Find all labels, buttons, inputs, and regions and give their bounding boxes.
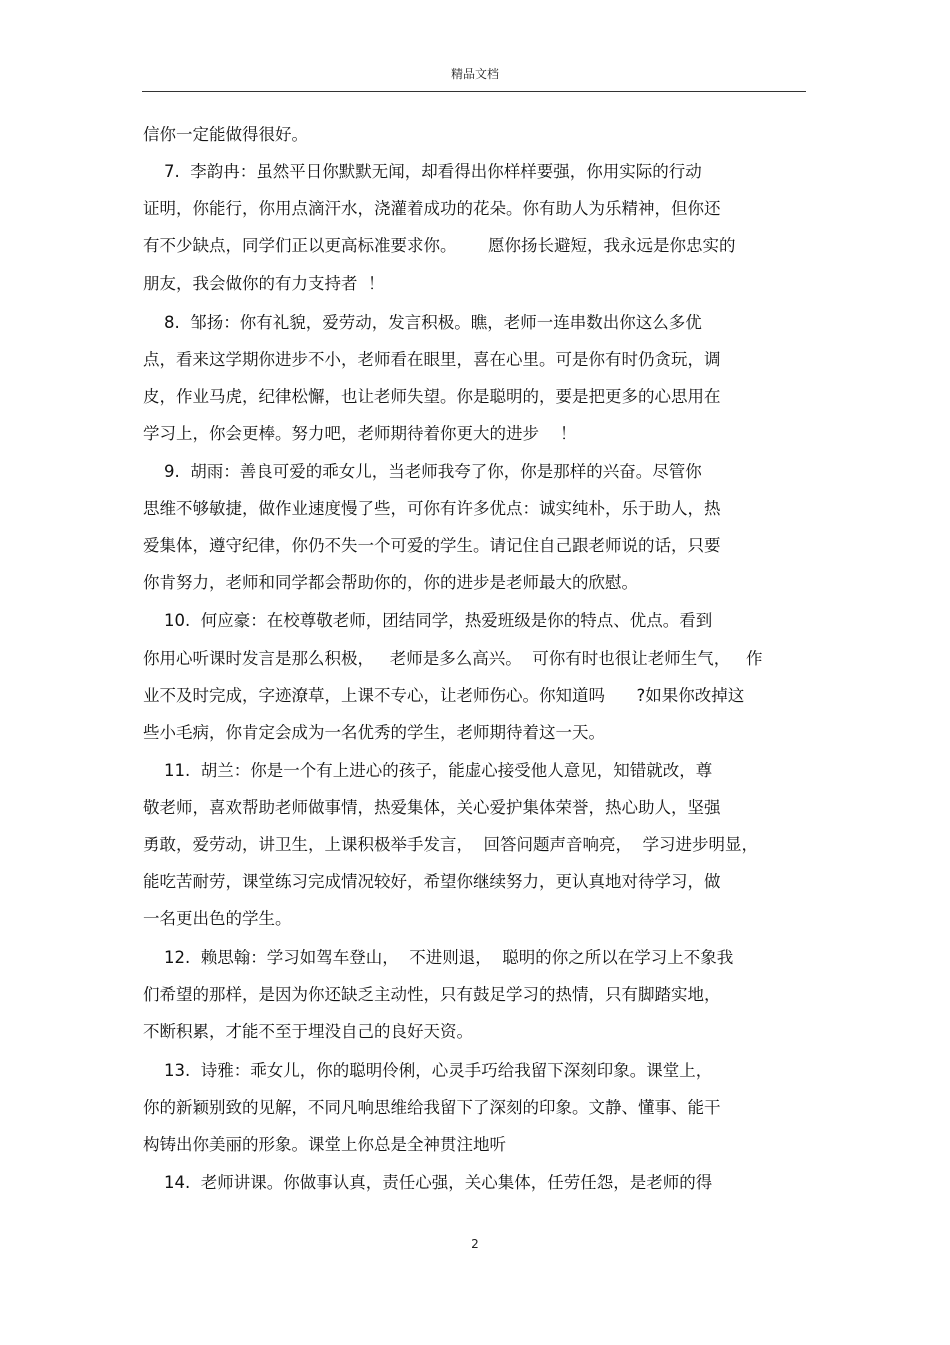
text-line: 信你一定能做得很好。 — [143, 125, 308, 144]
page-header: 精品文档 — [450, 67, 499, 81]
text-line: 皮，作业马虎，纪律松懈，也让老师失望。你是聪明的，要是把更多的心思用在 — [143, 387, 721, 406]
text-line: 证明，你能行，你用点滴汗水，浇灌着成功的花朵。你有助人为乐精神，但你还 — [143, 199, 721, 218]
text-line: 点，看来这学期你进步不小，老师看在眼里，喜在心里。可是你有时仍贪玩，调 — [143, 350, 721, 369]
text-line: 业不及时完成，字迹潦草，上课不专心，让老师伤心。你知道吗 ?如果你改掉这 — [143, 686, 745, 705]
text-line: 爱集体，遵守纪律，你仍不失一个可爱的学生。请记住自己跟老师说的话，只要 — [143, 536, 721, 555]
text-line: 思维不够敏捷，做作业速度慢了些，可你有许多优点：诚实纯朴，乐于助人，热 — [143, 499, 721, 518]
text-line: 些小毛病，你肯定会成为一名优秀的学生，老师期待着这一天。 — [143, 723, 605, 742]
text-line: 一名更出色的学生。 — [143, 909, 292, 928]
text-line: 12. 赖思翰：学习如驾车登山， 不进则退， 聪明的你之所以在学习上不象我 — [143, 948, 734, 967]
text-line: 8. 邹扬：你有礼貌，爱劳动，发言积极。瞧，老师一连串数出你这么多优 — [143, 313, 702, 332]
text-line: 能吃苦耐劳，课堂练习完成情况较好，希望你继续努力，更认真地对待学习，做 — [143, 872, 721, 891]
text-line: 勇敢，爱劳动，讲卫生，上课积极举手发言， 回答问题声音响亮， 学习进步明显， — [143, 835, 758, 854]
text-line: 10. 何应豪：在校尊敬老师，团结同学，热爱班级是你的特点、优点。看到 — [143, 611, 713, 630]
text-line: 你用心听课时发言是那么积极， 老师是多么高兴。 可你有时也很让老师生气， 作 — [143, 649, 763, 668]
text-line: 有不少缺点，同学们正以更高标准要求你。 愿你扬长避短，我永远是你忠实的 — [143, 236, 736, 255]
text-line: 11. 胡兰：你是一个有上进心的孩子，能虚心接受他人意见，知错就改，尊 — [143, 761, 713, 780]
text-line: 学习上，你会更棒。努力吧，老师期待着你更大的进步 ！ — [143, 424, 577, 443]
header-divider — [142, 91, 806, 92]
text-line: 你肯努力，老师和同学都会帮助你的，你的进步是老师最大的欣慰。 — [143, 573, 638, 592]
text-line: 敬老师，喜欢帮助老师做事情，热爱集体，关心爱护集体荣誉，热心助人，坚强 — [143, 798, 721, 817]
text-line: 不断积累，才能不至于埋没自己的良好天资。 — [143, 1022, 473, 1041]
text-line: 9. 胡雨：善良可爱的乖女儿，当老师我夸了你，你是那样的兴奋。尽管你 — [143, 462, 702, 481]
text-line: 们希望的那样，是因为你还缺乏主动性，只有鼓足学习的热情，只有脚踏实地， — [143, 985, 721, 1004]
text-line: 你的新颖别致的见解，不同凡响思维给我留下了深刻的印象。文静、懂事、能干 — [143, 1098, 721, 1117]
page-number: 2 — [471, 1237, 479, 1251]
text-line: 构铸出你美丽的形象。课堂上你总是全神贯注地听 — [143, 1135, 506, 1154]
text-line: 13. 诗雅：乖女儿，你的聪明伶俐，心灵手巧给我留下深刻印象。课堂上， — [143, 1061, 713, 1080]
text-line: 14. 老师讲课。你做事认真，责任心强，关心集体，任劳任怨，是老师的得 — [143, 1173, 713, 1192]
text-line: 朋友，我会做你的有力支持者 ！ — [143, 274, 385, 293]
text-line: 7. 李韵冉：虽然平日你默默无闻，却看得出你样样要强，你用实际的行动 — [143, 162, 702, 181]
